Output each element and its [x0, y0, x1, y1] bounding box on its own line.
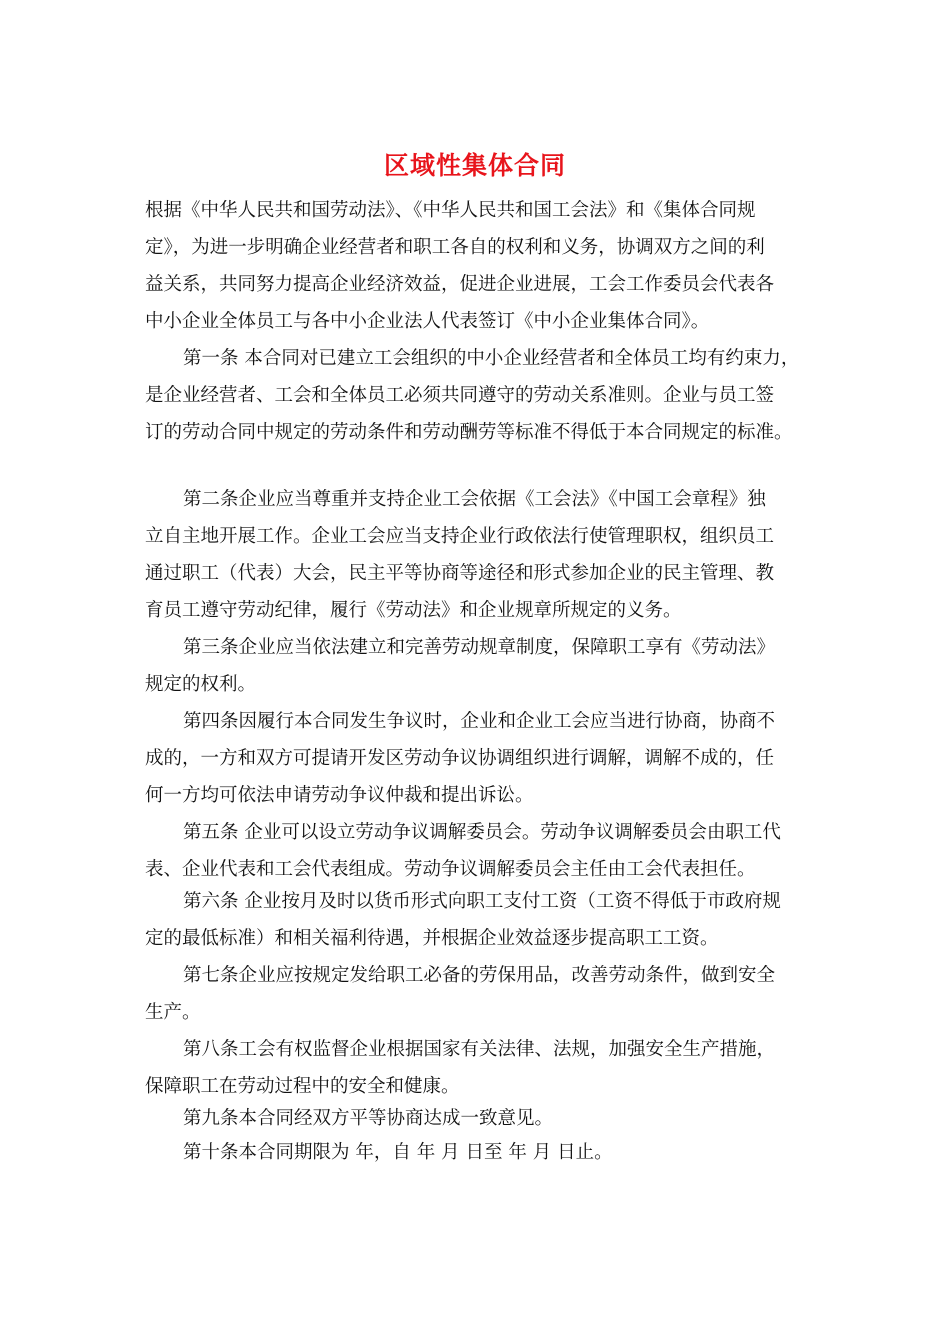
article-10-line: 第十条本合同期限为 年，自 年 月 日至 年 月 日止。 — [183, 1142, 613, 1163]
preamble-line: 中小企业全体员工与各中小企业法人代表签订《中小企业集体合同》。 — [145, 311, 710, 332]
article-3-line: 规定的权利。 — [145, 674, 257, 695]
article-1-line: 第一条 本合同对已建立工会组织的中小企业经营者和全体员工均有约束力， — [183, 348, 800, 369]
article-7-line: 第七条企业应按规定发给职工必备的劳保用品，改善劳动条件，做到安全 — [183, 965, 776, 986]
article-8-line: 第八条工会有权监督企业根据国家有关法律、法规，加强安全生产措施， — [183, 1039, 776, 1060]
article-2-line: 通过职工（代表）大会，民主平等协商等途径和形式参加企业的民主管理、教 — [145, 563, 775, 584]
article-9-line: 第九条本合同经双方平等协商达成一致意见。 — [183, 1108, 554, 1129]
article-8-line: 保障职工在劳动过程中的安全和健康。 — [145, 1076, 460, 1097]
article-5-line: 表、企业代表和工会代表组成。劳动争议调解委员会主任由工会代表担任。 — [145, 859, 756, 880]
article-4-line: 何一方均可依法申请劳动争议仲裁和提出诉讼。 — [145, 785, 534, 806]
article-3-line: 第三条企业应当依法建立和完善劳动规章制度，保障职工享有《劳动法》 — [183, 637, 776, 658]
preamble-line: 定》，为进一步明确企业经营者和职工各自的权利和义务，协调双方之间的利 — [145, 237, 765, 258]
article-2-line: 立自主地开展工作。企业工会应当支持企业行政依法行使管理职权，组织员工 — [145, 526, 775, 547]
article-2-line: 育员工遵守劳动纪律，履行《劳动法》和企业规章所规定的义务。 — [145, 600, 682, 621]
article-4-line: 第四条因履行本合同发生争议时，企业和企业工会应当进行协商，协商不 — [183, 711, 776, 732]
article-2-line: 第二条企业应当尊重并支持企业工会依据《工会法》《中国工会章程》独 — [183, 489, 766, 510]
article-7-line: 生产。 — [145, 1002, 201, 1023]
document-title: 区域性集体合同 — [383, 151, 566, 180]
article-1-line: 是企业经营者、工会和全体员工必须共同遵守的劳动关系准则。企业与员工签 — [145, 385, 775, 406]
preamble-line: 根据《中华人民共和国劳动法》、《中华人民共和国工会法》和《集体合同规 — [145, 200, 756, 221]
article-6-line: 第六条 企业按月及时以货币形式向职工支付工资（工资不得低于市政府规 — [183, 891, 781, 912]
article-6-line: 定的最低标准）和相关福利待遇，并根据企业效益逐步提高职工工资。 — [145, 928, 719, 949]
article-1-line: 订的劳动合同中规定的劳动条件和劳动酬劳等标准不得低于本合同规定的标准。 — [145, 422, 793, 443]
preamble-line: 益关系，共同努力提高企业经济效益，促进企业进展，工会工作委员会代表各 — [145, 274, 775, 295]
article-4-line: 成的，一方和双方可提请开发区劳动争议协调组织进行调解，调解不成的，任 — [145, 748, 775, 769]
article-5-line: 第五条 企业可以设立劳动争议调解委员会。劳动争议调解委员会由职工代 — [183, 822, 781, 843]
